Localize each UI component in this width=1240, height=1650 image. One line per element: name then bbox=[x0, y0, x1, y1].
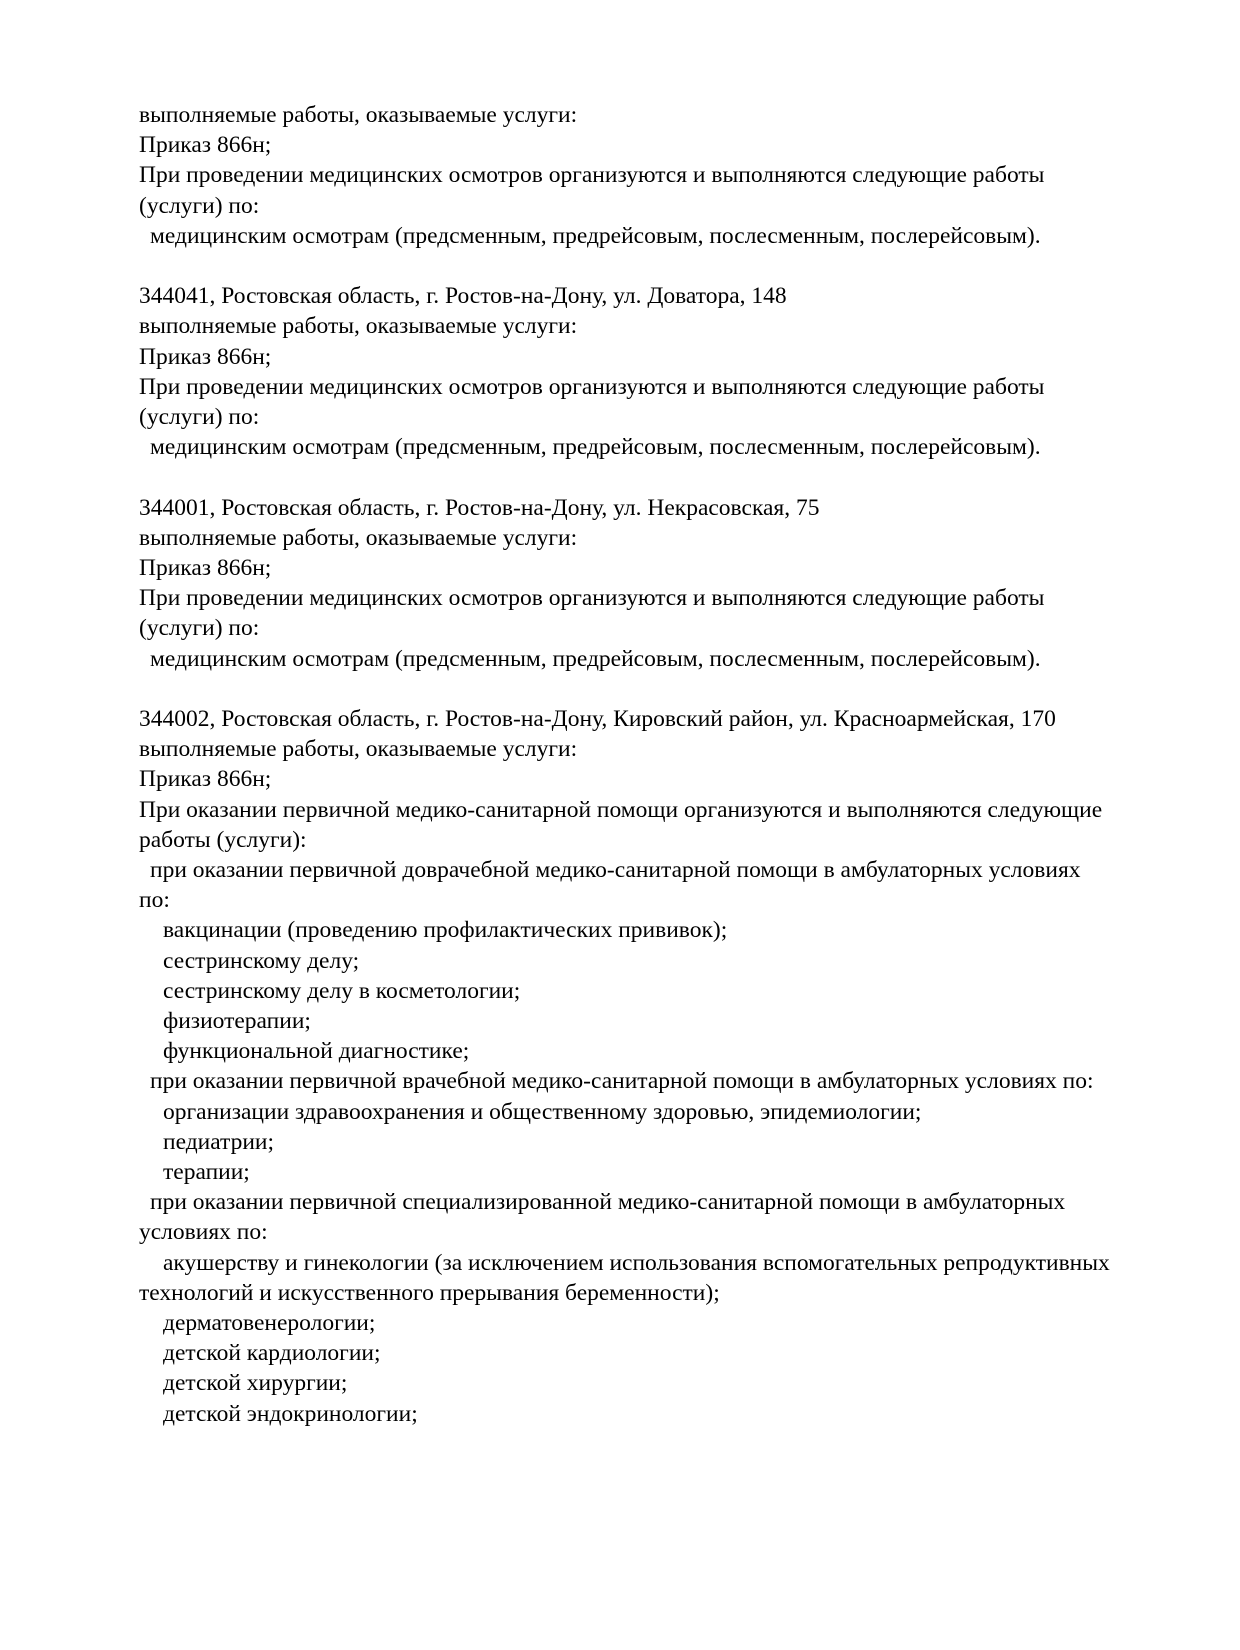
text-line: выполняемые работы, оказываемые услуги: bbox=[139, 736, 578, 763]
text-line: Приказ 866н; bbox=[139, 132, 272, 159]
text-line: При проведении медицинских осмотров организуются и выполняются следующие работы bbox=[139, 162, 1045, 189]
address-line: 344041, Ростовская область, г. Ростов-на-Дону, ул. Доватора, 148 bbox=[139, 283, 787, 310]
text-line: выполняемые работы, оказываемые услуги: bbox=[139, 524, 578, 551]
text-line: условиях по: bbox=[139, 1219, 268, 1246]
text-line: сестринскому делу в косметологии; bbox=[163, 977, 521, 1004]
text-line: технологий и искусственного прерывания беременности); bbox=[139, 1279, 720, 1306]
blank-line bbox=[139, 251, 1134, 281]
text-line: детской хирургии; bbox=[163, 1370, 348, 1397]
text-line: выполняемые работы, оказываемые услуги: bbox=[139, 102, 578, 128]
text-line: терапии; bbox=[163, 1159, 250, 1186]
text-line: Приказ 866н; bbox=[139, 343, 272, 370]
text-line: сестринскому делу; bbox=[163, 947, 360, 974]
text-line: медицинским осмотрам (предсменным, предрейсовым, послесменным, послерейсовым). bbox=[150, 434, 1041, 461]
text-line: (услуги) по: bbox=[139, 615, 260, 642]
text-line: по: bbox=[139, 887, 170, 914]
address-line: 344002, Ростовская область, г. Ростов-на-Дону, Кировский район, ул. Красноармейская, 170 bbox=[139, 706, 1056, 733]
text-line: Приказ 866н; bbox=[139, 555, 272, 582]
text-line: При проведении медицинских осмотров организуются и выполняются следующие работы bbox=[139, 585, 1045, 612]
text-line: детской кардиологии; bbox=[163, 1340, 381, 1367]
text-line: при оказании первичной врачебной медико-санитарной помощи в амбулаторных условиях по: bbox=[150, 1068, 1094, 1095]
text-line: организации здравоохранения и общественному здоровью, эпидемиологии; bbox=[163, 1098, 922, 1125]
text-line: медицинским осмотрам (предсменным, предрейсовым, послесменным, послерейсовым). bbox=[150, 222, 1041, 249]
address-line: 344001, Ростовская область, г. Ростов-на-Дону, ул. Некрасовская, 75 bbox=[139, 494, 820, 521]
text-line: функциональной диагностике; bbox=[163, 1038, 470, 1065]
blank-line bbox=[139, 462, 1134, 492]
text-line: вакцинации (проведению профилактических прививок); bbox=[163, 917, 728, 944]
text-line: при оказании первичной доврачебной медико-санитарной помощи в амбулаторных условиях bbox=[150, 857, 1081, 884]
text-line: детской эндокринологии; bbox=[163, 1400, 418, 1427]
text-line: (услуги) по: bbox=[139, 192, 260, 219]
text-line: При оказании первичной медико-санитарной помощи организуются и выполняются следующие bbox=[139, 796, 1103, 823]
blank-line bbox=[139, 674, 1134, 704]
text-line: акушерству и гинекологии (за исключением использования вспомогательных репродуктивных bbox=[163, 1249, 1110, 1276]
text-line: работы (услуги): bbox=[139, 826, 307, 853]
text-line: медицинским осмотрам (предсменным, предрейсовым, послесменным, послерейсовым). bbox=[150, 645, 1041, 672]
text-line: дерматовенерологии; bbox=[163, 1310, 376, 1337]
document-text bbox=[139, 100, 1134, 1429]
text-line: выполняемые работы, оказываемые услуги: bbox=[139, 313, 578, 340]
text-line: педиатрии; bbox=[163, 1128, 275, 1155]
text-line: При проведении медицинских осмотров организуются и выполняются следующие работы bbox=[139, 373, 1045, 400]
text-line: Приказ 866н; bbox=[139, 766, 272, 793]
text-line: физиотерапии; bbox=[163, 1008, 311, 1035]
text-line: (услуги) по: bbox=[139, 404, 260, 431]
text-line: при оказании первичной специализированной медико-санитарной помощи в амбулаторных bbox=[150, 1189, 1066, 1216]
